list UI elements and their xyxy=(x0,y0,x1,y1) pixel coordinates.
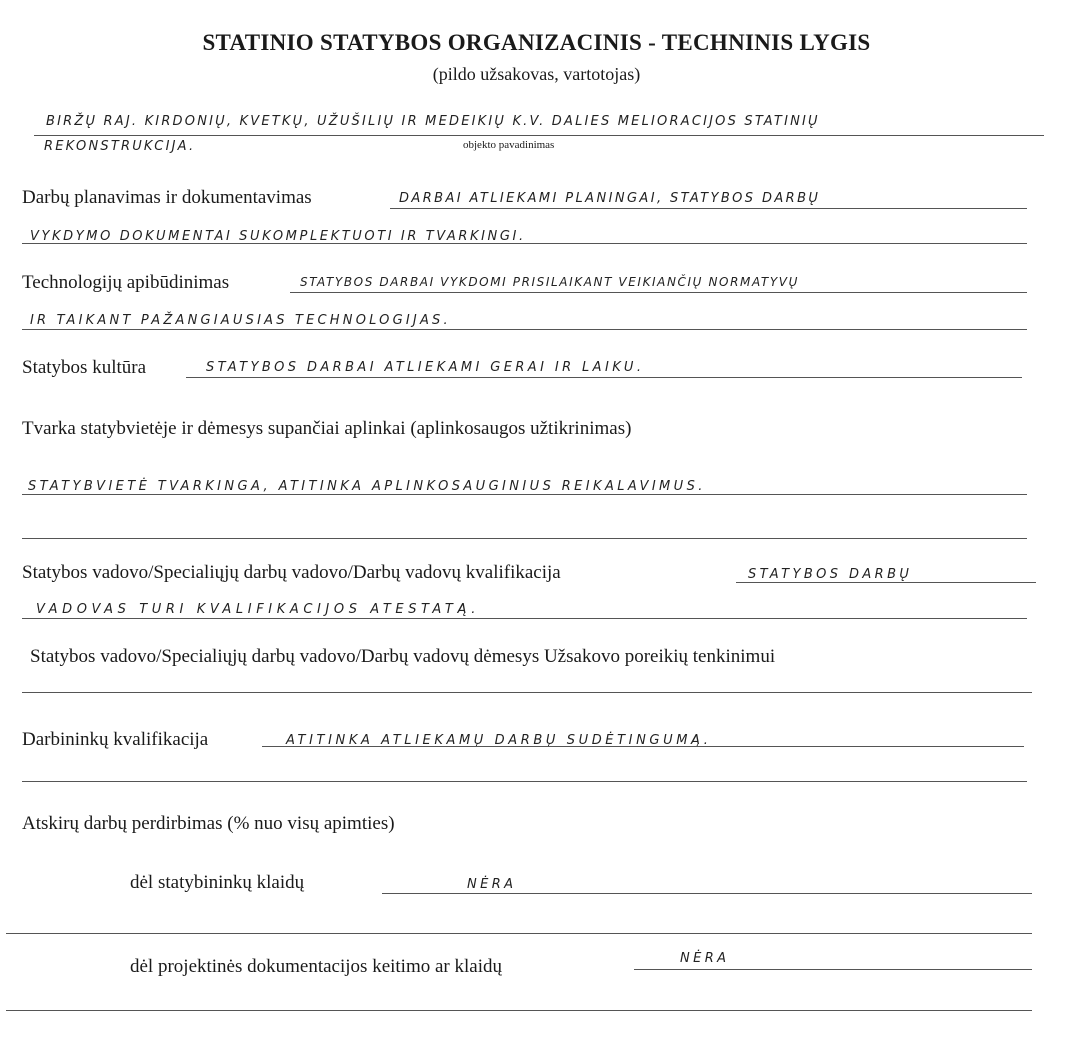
manager-qualification-label: Statybos vadovo/Specialiųjų darbų vadovo/Darbų vadovų kvalifikacija xyxy=(22,562,561,583)
workers-rule1 xyxy=(262,746,1024,747)
object-name-rule xyxy=(34,135,1044,136)
rework-builders-label: dėl statybininkų klaidų xyxy=(130,872,305,893)
rework-design-label: dėl projektinės dokumentacijos keitimo ar klaidų xyxy=(130,956,502,977)
workers-rule2 xyxy=(22,781,1027,782)
manager-qualification-answer-line1: STATYBOS DARBŲ xyxy=(748,567,913,582)
order-rule1 xyxy=(22,494,1027,495)
manager-attention-label: Statybos vadovo/Specialiųjų darbų vadovo/Darbų vadovų dėmesys Užsakovo poreikių tenkinimui xyxy=(30,646,776,667)
rework-design-answer: NĖRA xyxy=(680,951,730,966)
technology-label: Technologijų apibūdinimas xyxy=(22,272,230,293)
planning-rule1 xyxy=(390,208,1027,209)
order-answer: STATYBVIETĖ TVARKINGA, ATITINKA APLINKOSAUGINIUS REIKALAVIMUS. xyxy=(28,479,706,494)
culture-answer: STATYBOS DARBAI ATLIEKAMI GERAI IR LAIKU. xyxy=(206,360,645,375)
object-name-line2: REKONSTRUKCIJA. xyxy=(44,139,196,154)
rework-separator-rule xyxy=(6,933,1032,934)
technology-answer-line2: IR TAIKANT PAŽANGIAUSIAS TECHNOLOGIJAS. xyxy=(30,313,451,328)
technology-rule2 xyxy=(22,329,1027,330)
manager-qualification-answer-line2: VADOVAS TURI KVALIFIKACIJOS ATESTATĄ. xyxy=(36,602,480,617)
culture-rule xyxy=(186,377,1022,378)
workers-label: Darbininkų kvalifikacija xyxy=(22,729,209,750)
rework-design-rule xyxy=(634,969,1032,970)
planning-rule2 xyxy=(22,243,1027,244)
document-title: STATINIO STATYBOS ORGANIZACINIS - TECHNINIS LYGIS xyxy=(202,30,871,55)
manager-qualification-rule1 xyxy=(736,582,1036,583)
technology-rule1 xyxy=(290,292,1027,293)
rework-builders-answer: NĖRA xyxy=(467,877,517,892)
bottom-rule xyxy=(6,1010,1032,1011)
planning-answer-line1: DARBAI ATLIEKAMI PLANINGAI, STATYBOS DARBŲ xyxy=(399,191,821,206)
planning-answer-line2: VYKDYMO DOKUMENTAI SUKOMPLEKTUOTI IR TVARKINGI. xyxy=(30,229,526,244)
culture-label: Statybos kultūra xyxy=(22,357,147,378)
object-name-caption: objekto pavadinimas xyxy=(463,139,555,151)
workers-answer: ATITINKA ATLIEKAMŲ DARBŲ SUDĖTINGUMĄ. xyxy=(286,733,712,748)
object-name-line1: BIRŽŲ RAJ. KIRDONIŲ, KVETKŲ, UŽUŠILIŲ IR MEDEIKIŲ K.V. DALIES MELIORACIJOS STATINIŲ xyxy=(46,114,820,129)
technology-answer-line1: STATYBOS DARBAI VYKDOMI PRISILAIKANT VEIKIANČIŲ NORMATYVŲ xyxy=(300,275,799,289)
manager-qualification-rule2 xyxy=(22,618,1027,619)
document-subtitle: (pildo užsakovas, vartotojas) xyxy=(432,64,641,84)
manager-attention-rule xyxy=(22,692,1032,693)
order-label: Tvarka statybvietėje ir dėmesys supančiai aplinkai (aplinkosaugos užtikrinimas) xyxy=(22,418,632,439)
rework-label: Atskirų darbų perdirbimas (% nuo visų apimties) xyxy=(22,813,395,834)
planning-label: Darbų planavimas ir dokumentavimas xyxy=(22,187,312,208)
order-rule2 xyxy=(22,538,1027,539)
rework-builders-rule xyxy=(382,893,1032,894)
